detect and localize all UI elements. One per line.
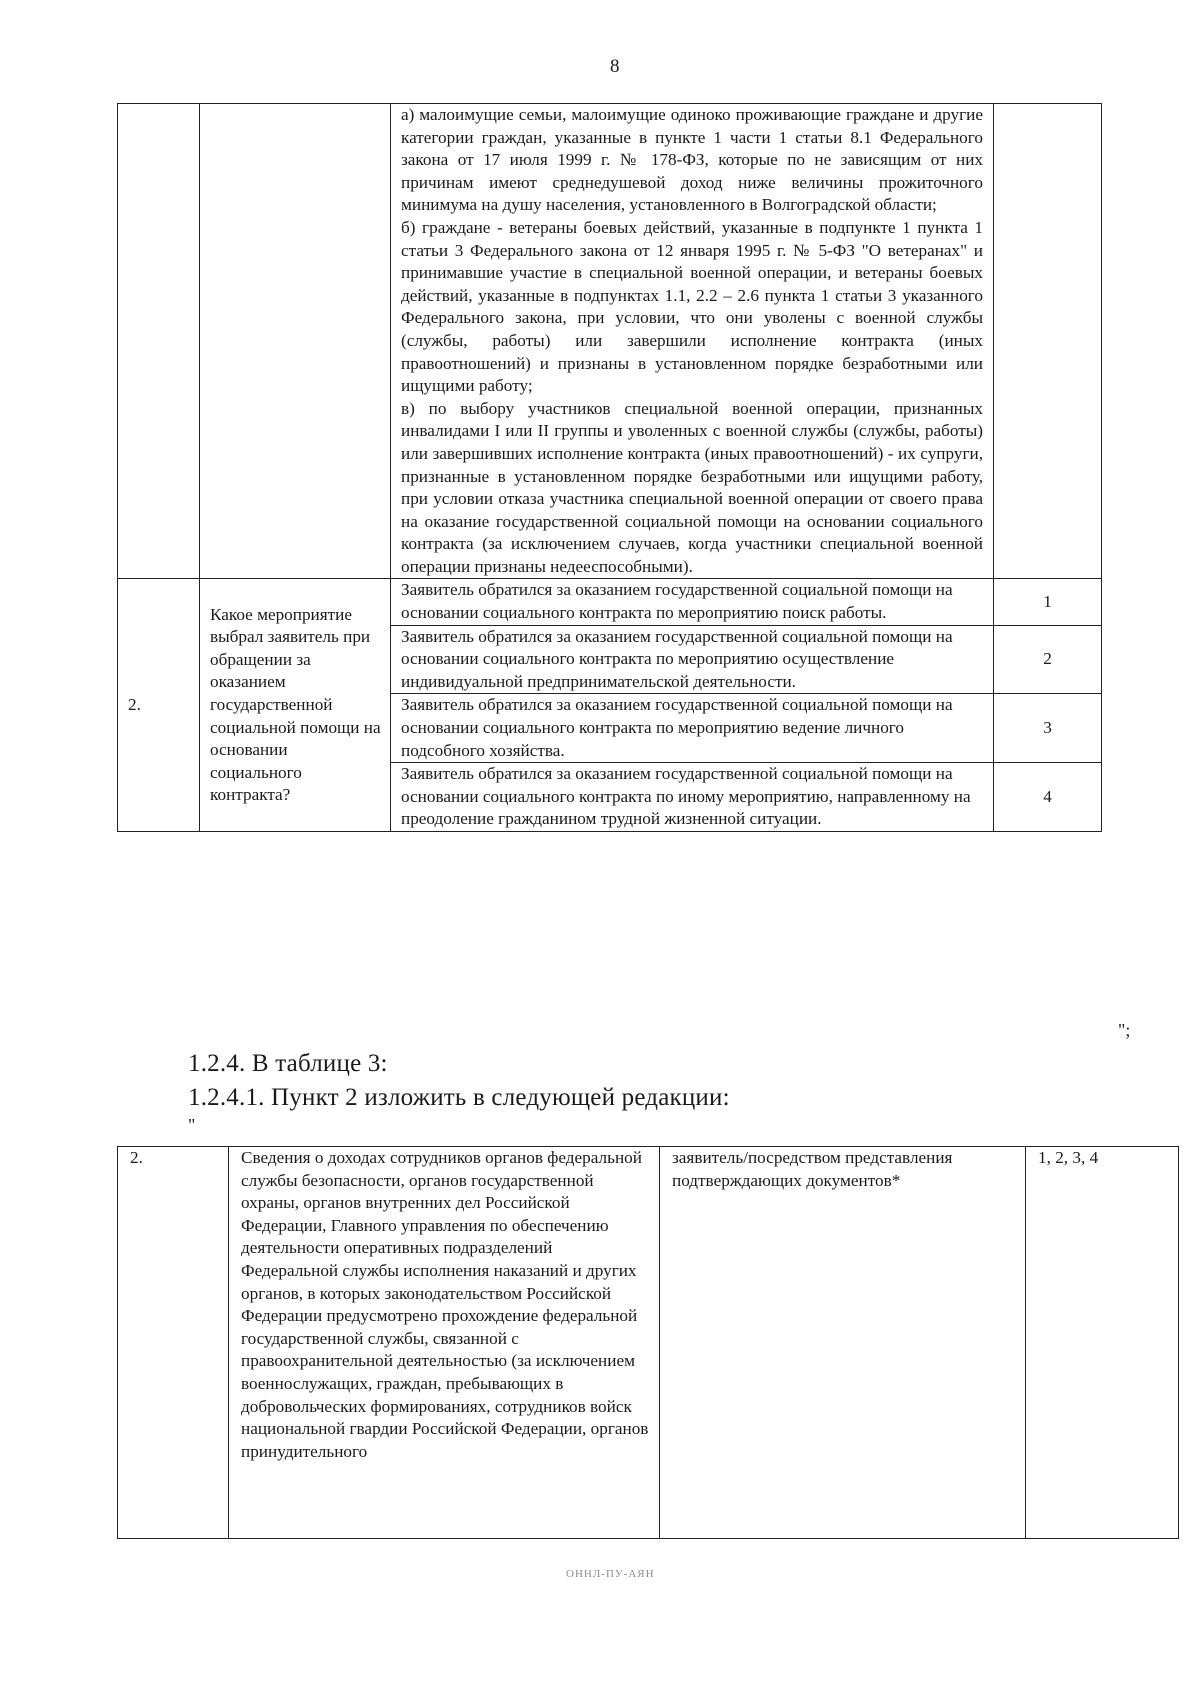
table-row [118, 579, 1102, 625]
table-row [118, 104, 1102, 579]
row-number: 2. [118, 1147, 229, 1539]
question-text: Какое мероприятие выбрал заявитель при обращении за оказанием государственной социальной помощи на основании социального контракта? [200, 579, 391, 832]
document-description: Сведения о доходах сотрудников органов федеральной службы безопасности, органов государственной охраны, органов внутренних дел Российской Федерации, Главного управления по обеспечению деятельности оперативных подразделений Федеральной службы исполнения наказаний и других органов, в которых законодательством Российской Федерации предусмотрено прохождение федеральной государственной службы, связанной с правоохранительной деятельностью (за исключением военнослужащих, граждан, пребывающих в добровольческих формированиях, сотрудников войск национальной гвардии Российской Федерации, органов принудительного [229, 1147, 660, 1539]
section-heading: 1.2.4. В таблице 3: [188, 1050, 388, 1077]
option-code: 3 [994, 694, 1102, 763]
option-code: 2 [994, 625, 1102, 694]
criteria-item-a: а) малоимущие семьи, малоимущие одиноко проживающие граждане и другие категории граждан, указанные в пункте 1 части 1 статьи 8.1 Федерального закона от 17 июля 1999 г. № 178-ФЗ, которые по не зависящим от них причинам имеют среднедушевой доход ниже величины прожиточного минимума на душу населения, установленного в Волгоградской области; [401, 105, 983, 215]
option-text: Заявитель обратился за оказанием государственной социальной помощи на основании социального контракта по мероприятию ведение личного подсобного хозяйства. [391, 694, 994, 763]
option-text: Заявитель обратился за оказанием государственной социальной помощи на основании социального контракта по мероприятию поиск работы. [391, 579, 994, 625]
closing-quote: "; [1118, 1020, 1131, 1040]
table-cell-criteria [391, 104, 994, 579]
option-text: Заявитель обратился за оказанием государственной социальной помощи на основании социального контракта по иному мероприятию, направленному на преодоление гражданином трудной жизненной ситуации. [391, 763, 994, 832]
page-number: 8 [610, 56, 620, 77]
eligibility-table [117, 103, 1102, 832]
income-documents-table [117, 1146, 1179, 1539]
table-cell-code [994, 104, 1102, 579]
row-number: 2. [118, 579, 200, 832]
opening-quote: " [188, 1115, 196, 1135]
table-row [118, 1147, 1179, 1539]
scan-footer-mark: ОННЛ-ПУ-АЯН [566, 1568, 655, 1580]
option-code: 1 [994, 579, 1102, 625]
subsection-heading: 1.2.4.1. Пункт 2 изложить в следующей редакции: [188, 1084, 730, 1111]
option-code: 4 [994, 763, 1102, 832]
criteria-item-b: б) граждане - ветераны боевых действий, указанные в подпункте 1 пункта 1 статьи 3 Федерального закона от 12 января 1995 г. № 5-ФЗ "О ветеранах" и принимавшие участие в специальной военной операции, и ветераны боевых действий, указанные в подпунктах 1.1, 2.2 – 2.6 пункта 1 статьи 3 указанного Федерального закона, при условии, что они уволены с военной службы (службы, работы) или завершили исполнение контракта (иных правоотношений) и признаны в установленном порядке безработными или ищущими работу; [401, 217, 983, 396]
option-text: Заявитель обратился за оказанием государственной социальной помощи на основании социального контракта по мероприятию осуществление индивидуальной предпринимательской деятельности. [391, 625, 994, 694]
table-cell-question [200, 104, 391, 579]
table-cell-number [118, 104, 200, 579]
criteria-item-c: в) по выбору участников специальной военной операции, признанных инвалидами I или II группы и уволенных с военной службы (службы, работы) или завершивших исполнение контракта (иных правоотношений) - их супруги, признанные в установленном порядке безработными или ищущими работу, при условии отказа участника специальной военной операции от своего права на оказание государственной социальной помощи на основании социального контракта (за исключением случаев, когда участники специальной военной операции признаны недееспособными). [401, 398, 983, 576]
applicable-codes: 1, 2, 3, 4 [1026, 1147, 1179, 1539]
document-source: заявитель/посредством представления подтверждающих документов* [660, 1147, 1026, 1539]
